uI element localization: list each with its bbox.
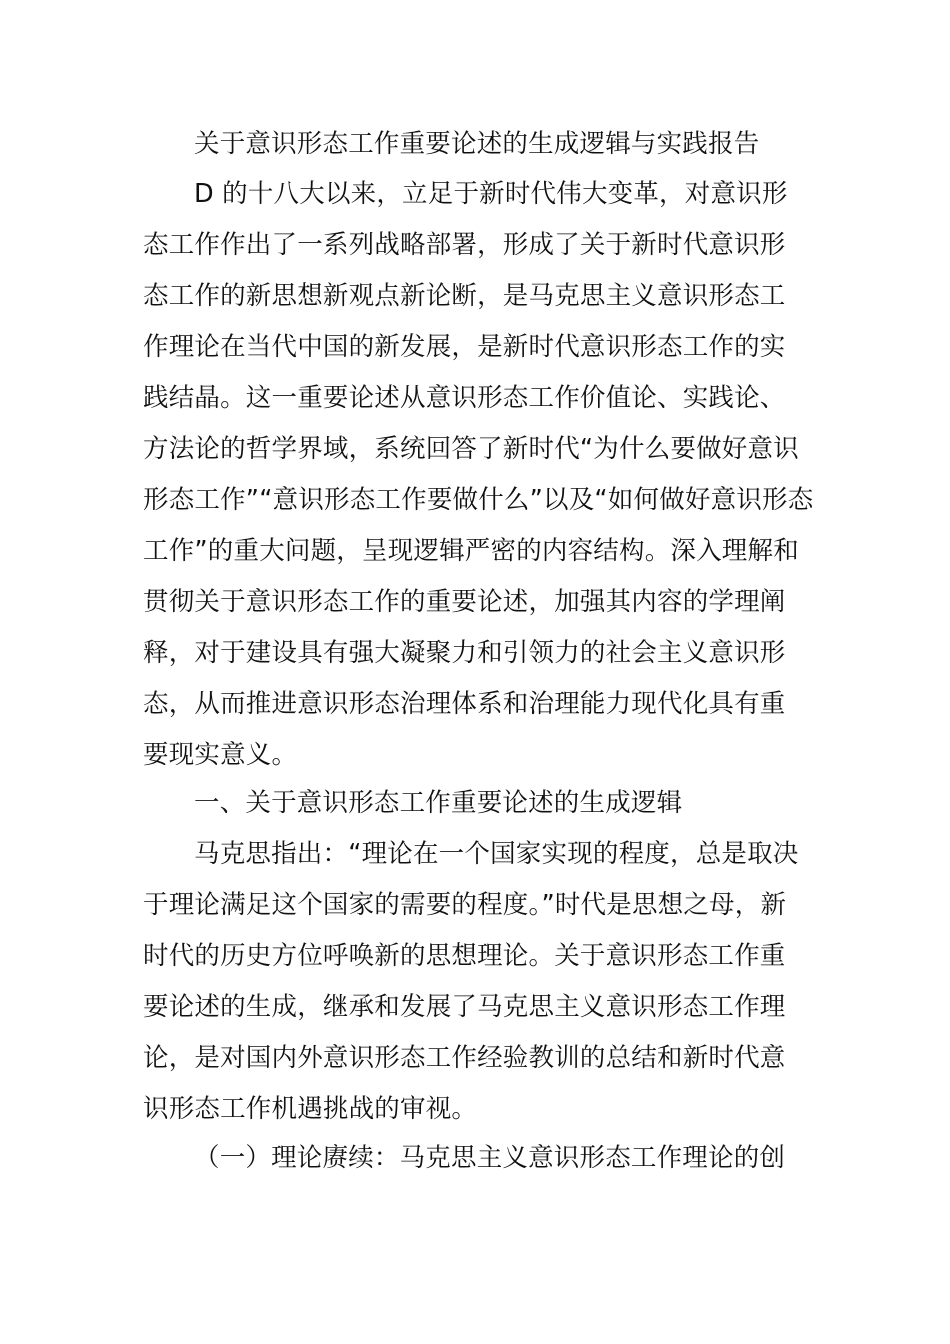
paragraph-line: D 的十八大以来，立足于新时代伟大变革，对意识形 — [194, 179, 788, 209]
paragraph-line: 态工作作出了一系列战略部署，形成了关于新时代意识形 — [143, 230, 786, 260]
paragraph-line: 要论述的生成，继承和发展了马克思主义意识形态工作理 — [143, 992, 786, 1022]
paragraph-line: 论，是对国内外意识形态工作经验教训的总结和新时代意 — [143, 1043, 786, 1073]
paragraph-line: 践结晶。这一重要论述从意识形态工作价值论、实践论、 — [143, 383, 786, 413]
paragraph-line: 要现实意义。 — [143, 740, 298, 770]
subsection-heading: （一）理论赓续：马克思主义意识形态工作理论的创 — [194, 1143, 786, 1173]
paragraph-line: 于理论满足这个国家的需要的程度。”时代是思想之母，新 — [143, 890, 787, 920]
paragraph-line: 态，从而推进意识形态治理体系和治理能力现代化具有重 — [143, 689, 786, 719]
paragraph-line: 释，对于建设具有强大凝聚力和引领力的社会主义意识形 — [143, 638, 786, 668]
paragraph-line: 贯彻关于意识形态工作的重要论述，加强其内容的学理阐 — [143, 587, 786, 617]
section-heading: 一、关于意识形态工作重要论述的生成逻辑 — [194, 788, 683, 818]
paragraph-line: 方法论的哲学界域，系统回答了新时代“为什么要做好意识 — [143, 434, 799, 464]
paragraph-line: 工作”的重大问题，呈现逻辑严密的内容结构。深入理解和 — [143, 536, 799, 566]
paragraph-line: 态工作的新思想新观点新论断，是马克思主义意识形态工 — [143, 281, 786, 311]
paragraph-line: 作理论在当代中国的新发展，是新时代意识形态工作的实 — [143, 332, 786, 362]
paragraph-line: 形态工作”“意识形态工作要做什么”以及“如何做好意识形态 — [143, 485, 814, 515]
paragraph-line: 马克思指出：“理论在一个国家实现的程度，总是取决 — [194, 839, 799, 869]
paragraph-line: 时代的历史方位呼唤新的思想理论。关于意识形态工作重 — [143, 941, 786, 971]
paragraph-line: 识形态工作机遇挑战的审视。 — [143, 1094, 478, 1124]
document-title: 关于意识形态工作重要论述的生成逻辑与实践报告 — [194, 129, 760, 159]
